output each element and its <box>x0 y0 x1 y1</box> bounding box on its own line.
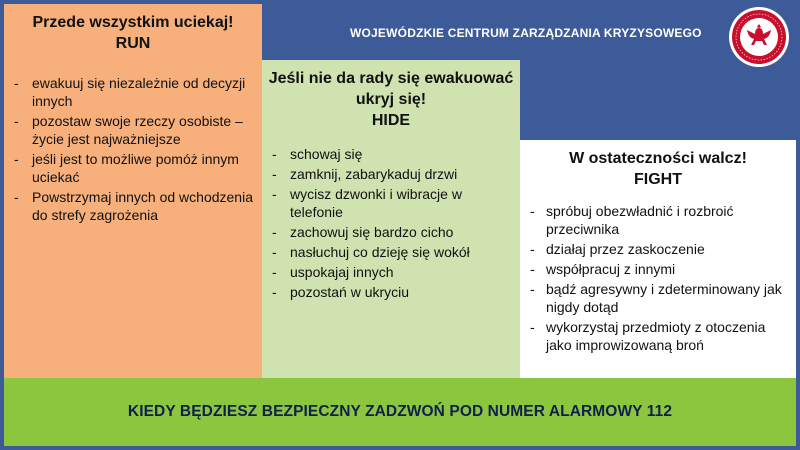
footer-banner <box>4 378 796 446</box>
fight-panel <box>520 140 796 378</box>
fight-list <box>520 202 796 354</box>
list-item: - ewakuuj się niezależnie od decyzji innych <box>4 74 262 110</box>
list-item: - pozostaw swoje rzeczy osobiste – życie jest najważniejsze <box>4 112 262 148</box>
list-item: - wycisz dzwonki i wibracje w telefonie <box>262 185 520 221</box>
run-subtitle: RUN <box>115 35 151 52</box>
hide-title: Jeśli nie da rady się ewakuować ukryj się! <box>268 70 514 108</box>
run-title: Przede wszystkim uciekaj! <box>32 14 234 31</box>
list-item: - schowaj się <box>262 145 520 163</box>
list-item: - nasłuchuj co dzieję się wokół <box>262 243 520 261</box>
list-item: - działaj przez zaskoczenie <box>520 240 796 258</box>
list-item: - spróbuj obezwładnić i rozbroić przeciwnika <box>520 202 796 238</box>
list-item: - bądź agresywny i zdeterminowany jak nigdy dotąd <box>520 280 796 316</box>
footer-text: KIEDY BĘDZIESZ BEZPIECZNY ZADZWOŃ POD NUMER ALARMOWY 112 <box>127 403 673 420</box>
list-item: - wykorzystaj przedmioty z otoczenia jako improwizowaną broń <box>520 318 796 354</box>
run-list <box>4 74 262 224</box>
hide-list <box>262 145 520 301</box>
organization-name: WOJEWÓDZKIE CENTRUM ZARZĄDZANIA KRYZYSOWEGO <box>350 26 702 40</box>
run-panel <box>4 4 262 378</box>
list-item: - zachowuj się bardzo cicho <box>262 223 520 241</box>
polish-eagle-emblem-icon <box>728 6 790 68</box>
list-item: - jeśli jest to możliwe pomóż innym uciekać <box>4 150 262 186</box>
list-item: - zamknij, zabarykaduj drzwi <box>262 165 520 183</box>
list-item: - pozostań w ukryciu <box>262 283 520 301</box>
list-item: - Powstrzymaj innych od wchodzenia do strefy zagrożenia <box>4 188 262 224</box>
hide-panel <box>262 60 520 378</box>
fight-subtitle: FIGHT <box>634 171 682 188</box>
hide-subtitle: HIDE <box>371 112 411 129</box>
list-item: - uspokajaj innych <box>262 263 520 281</box>
fight-title: W ostateczności walcz! <box>569 150 747 167</box>
list-item: - współpracuj z innymi <box>520 260 796 278</box>
